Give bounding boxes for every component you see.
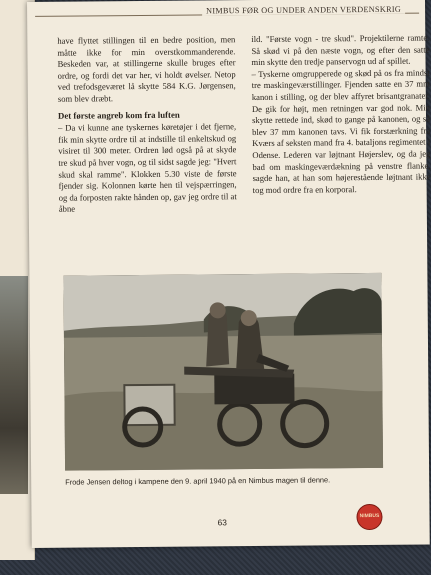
right-paragraph-2: – Tyskerne omgrupperede og skød på os fra mindst tre maskingeværstillinger. Fjenden satte en 37 mm kanon i stilling, og der blev affyret brisantgranater. De gik for højt, men retningen var god nok. Min skytte rettede ind, skød to gange på kanonen, og så blev 37 mm kanonen tavs. Vi fik forstærkning fra Kværs af seksten mand fra 4. bataljons regimentet i Odense. Lederen var løjtnant Højerslev, og da jeg bad om maskingeværdækning på venstre flanke, sagde han, at han som højerestående løjtnant ikke tog mod ordre fra en korporal. xyxy=(251,67,431,195)
motorcycle-illustration xyxy=(63,273,383,471)
left-paragraph-2: – Da vi kunne ane tyskernes køretøjer i det fjerne, fik min skytte ordre til at indstille til enkeltskud og visiret til 300 meter. Ordren lød også på at skyde tre skud på hver vogn, og til sidst sagde jeg: "Hvert skud skal ramme". Klokken 5.30 viste de første fjender sig. Kolonnen kørte hen til vejspærringen, og da forposten rakte hånden op, gav jeg ordre til at åbne xyxy=(58,121,237,215)
nimbus-logo xyxy=(356,504,382,530)
section-heading: Det første angreb kom fra luften xyxy=(57,109,180,121)
left-paragraph-1: have flyttet stillingen til en bedre position, men måtte ikke for min overstkommanderende. Beskeden var, at stillingerne skulle bruges efter ordre, og fordi det var her, vi holdt øvelser. Netop ved trefodsgeværet lå skytte 584 K.G. Jørgensen, som blev dræbt. xyxy=(57,34,236,104)
previous-page-photo xyxy=(0,276,28,494)
right-paragraph-1: ild. "Første vogn - tre skud". Projektilerne ramte. Så skød vi på den næste vogn, og efter den satte min skytte den tredje panservogn ud af spillet. xyxy=(251,32,430,68)
logo-text: NIMBUS xyxy=(359,512,380,520)
running-header xyxy=(27,5,425,22)
page-number: 63 xyxy=(217,517,227,528)
left-column xyxy=(57,34,237,215)
motorcycle-photo xyxy=(63,273,383,471)
right-column xyxy=(251,32,430,196)
running-title: NIMBUS FØR OG UNDER ANDEN VERDENSKRIG xyxy=(202,5,405,16)
photo-caption: Frode Jensen deltog i kampene den 9. april 1940 på en Nimbus magen til denne. xyxy=(65,475,331,487)
book-page xyxy=(27,0,430,548)
